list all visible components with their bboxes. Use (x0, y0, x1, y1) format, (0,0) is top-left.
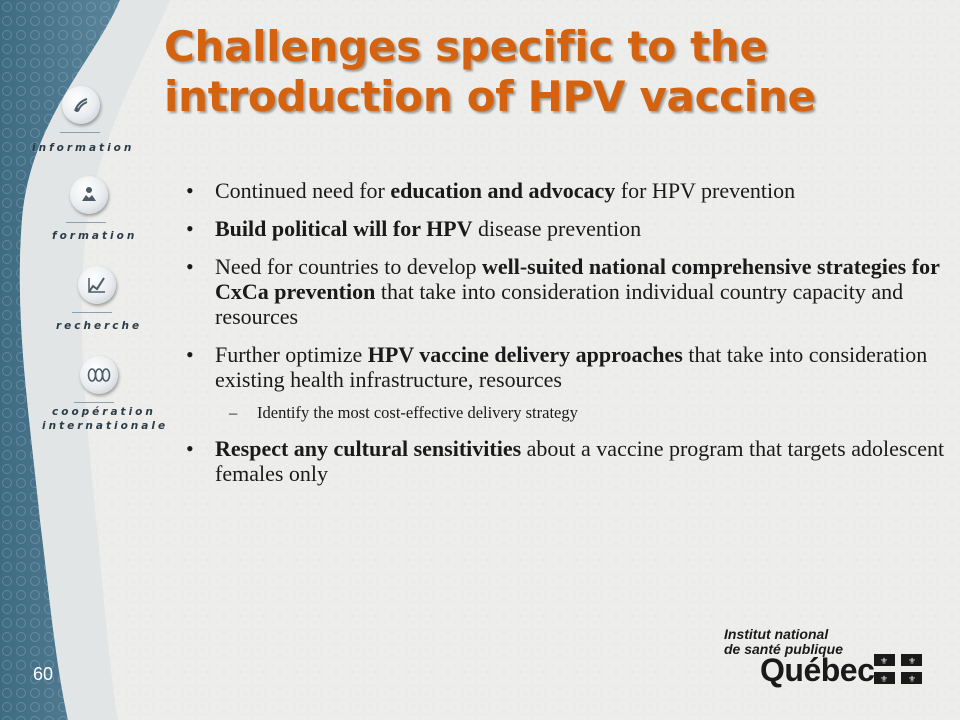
page-number: 60 (33, 664, 54, 684)
svg-text:⚜: ⚜ (907, 657, 917, 667)
bullet-item: • Need for countries to develop well-suited national comprehensive strategies for CxCa prevention that take into consideration individual country capacity and resources (186, 254, 940, 329)
quebec-flag-icon (874, 654, 922, 684)
svg-text:⚜: ⚜ (879, 675, 889, 684)
svg-text:⚜: ⚜ (879, 657, 889, 667)
nav-label-recherche: recherche (56, 320, 143, 332)
logo-quebec: Québec (760, 652, 875, 688)
information-icon (62, 86, 100, 124)
nav-label-cooperation-2: internationale (42, 420, 169, 432)
inspq-logo (722, 624, 942, 694)
nav-label-formation: formation (52, 230, 138, 242)
logo-line1: Institut national (724, 626, 829, 642)
logo-line2: de santé publique (724, 641, 844, 657)
slide-title: Challenges specific to the introduction of HPV vaccine (164, 22, 816, 121)
sub-bullet-item: – Identify the most cost-effective delivery strategy (229, 403, 578, 422)
nav-label-information: information (32, 142, 135, 154)
bullet-item: • Respect any cultural sensitivities about a vaccine program that targets adolescent females only (186, 436, 945, 486)
cooperation-icon (80, 356, 118, 394)
svg-text:⚜: ⚜ (907, 675, 917, 684)
formation-icon (70, 176, 108, 214)
recherche-icon (78, 266, 116, 304)
nav-label-cooperation-1: coopération (52, 406, 156, 418)
bullet-list (186, 178, 946, 499)
bullet-item: • Further optimize HPV vaccine delivery approaches that take into consideration existing health infrastructure, resources (186, 342, 928, 392)
bullet-item: • Continued need for education and advocacy for HPV prevention (186, 178, 796, 203)
bullet-item: • Build political will for HPV disease prevention (186, 216, 642, 241)
